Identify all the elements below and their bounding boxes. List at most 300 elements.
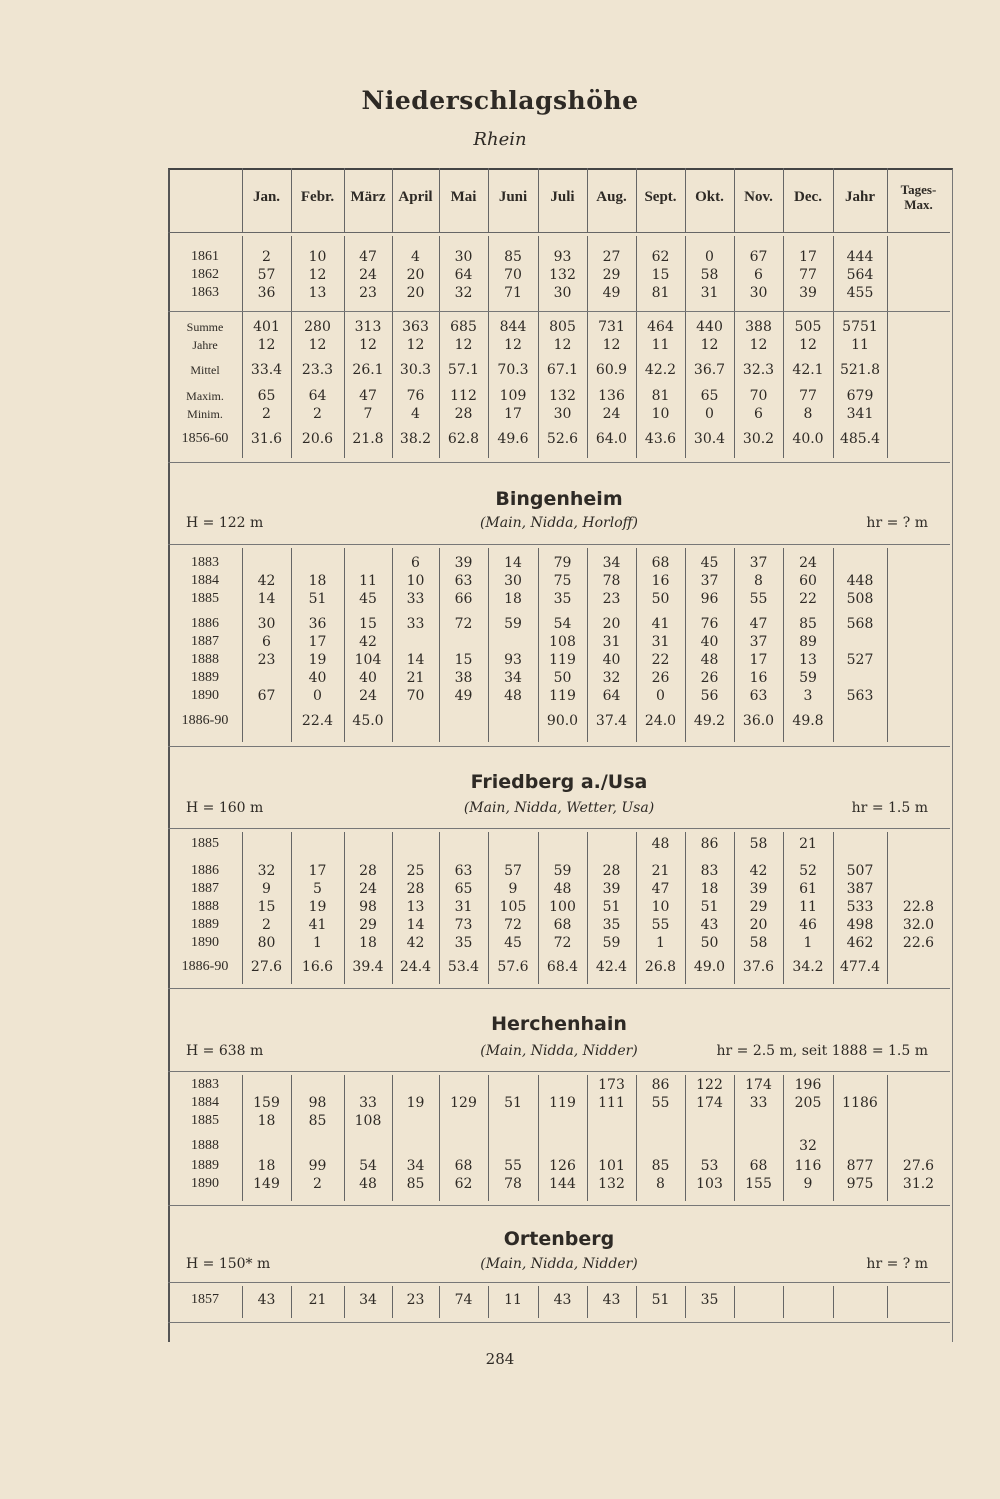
table-cell: 16 — [651, 573, 670, 589]
header-divider — [168, 232, 950, 233]
table-cell: 112 — [450, 388, 477, 404]
table-cell: 74 — [454, 1292, 473, 1308]
table-cell: 47 — [359, 249, 377, 265]
table-cell: 79 — [553, 555, 572, 571]
column-rule — [291, 168, 292, 232]
row-label: 1890 — [191, 688, 219, 703]
table-cell: 14 — [257, 591, 276, 607]
table-cell: 1186 — [842, 1095, 878, 1111]
table-cell: 20 — [406, 285, 425, 301]
table-cell: 54 — [359, 1158, 377, 1174]
column-header: Jahr — [845, 189, 875, 205]
table-cell: 98 — [359, 899, 377, 915]
table-cell: 21.8 — [352, 431, 384, 447]
table-cell: 48 — [359, 1176, 377, 1192]
table-cell: 32 — [257, 863, 276, 879]
table-cell: 27.6 — [250, 959, 283, 975]
table-cell: 0 — [656, 688, 665, 704]
table-cell: 86 — [651, 1077, 670, 1093]
row-label: 1885 — [191, 591, 219, 606]
column-header: März — [350, 189, 386, 205]
column-rule — [344, 168, 345, 232]
table-cell: 126 — [549, 1158, 576, 1174]
table-cell: 103 — [696, 1176, 723, 1192]
table-cell: 64.0 — [595, 431, 628, 447]
table-cell: 29 — [749, 899, 768, 915]
table-cell: 68 — [749, 1158, 768, 1174]
table-cell: 122 — [696, 1077, 723, 1093]
table-cell: 24.0 — [644, 713, 677, 729]
row-label: 1886 — [191, 863, 219, 878]
table-cell: 19 — [308, 899, 327, 915]
table-cell: 66 — [454, 591, 473, 607]
column-header: Jan. — [252, 189, 281, 205]
table-cell: 55 — [504, 1158, 522, 1174]
table-cell: 52 — [799, 863, 817, 879]
column-header: Tages-Max. — [900, 182, 937, 212]
table-cell: 98 — [308, 1095, 327, 1111]
table-cell: 55 — [651, 917, 670, 933]
table-cell: 43 — [700, 917, 719, 933]
table-cell: 77 — [799, 267, 817, 283]
table-cell: 4 — [411, 406, 420, 422]
table-cell: 1 — [313, 935, 322, 951]
table-cell: 12 — [454, 337, 473, 353]
table-cell: 39.4 — [352, 959, 384, 975]
table-cell: 877 — [846, 1158, 874, 1174]
table-cell: 12 — [799, 337, 817, 353]
table-cell: 43.6 — [644, 431, 677, 447]
table-cell: 65 — [257, 388, 276, 404]
table-cell: 24 — [799, 555, 817, 571]
table-cell: 83 — [700, 863, 719, 879]
table-cell: 448 — [846, 573, 874, 589]
table-cell: 155 — [745, 1176, 772, 1192]
column-header: Mai — [450, 189, 477, 205]
table-cell: 2 — [262, 406, 271, 422]
table-cell: 136 — [598, 388, 625, 404]
table-cell: 5751 — [842, 319, 878, 335]
table-cell: 62.8 — [447, 431, 480, 447]
table-cell: 67 — [257, 688, 276, 704]
table-cell: 71 — [504, 285, 522, 301]
table-cell: 51 — [602, 899, 621, 915]
table-cell: 55 — [651, 1095, 670, 1111]
table-cell: 0 — [705, 249, 714, 265]
table-cell: 18 — [359, 935, 377, 951]
table-cell: 196 — [794, 1077, 822, 1093]
table-cell: 29 — [359, 917, 377, 933]
table-cell: 12 — [504, 337, 522, 353]
column-rule — [392, 168, 393, 232]
station-height: H = 150* m — [186, 1256, 271, 1272]
table-cell: 23 — [257, 652, 276, 668]
table-cell: 387 — [846, 881, 874, 897]
table-cell: 33 — [406, 616, 425, 632]
station-rivers: (Main, Nidda, Nidder) — [480, 1043, 638, 1059]
column-rule — [887, 168, 888, 232]
table-cell: 11 — [651, 337, 670, 353]
table-cell: 15 — [651, 267, 670, 283]
table-cell: 22.8 — [902, 899, 935, 915]
table-cell: 53.4 — [447, 959, 480, 975]
table-cell: 2 — [262, 249, 271, 265]
table-cell: 14 — [406, 652, 425, 668]
table-cell: 70 — [504, 267, 522, 283]
table-cell: 455 — [846, 285, 874, 301]
column-header: Juni — [498, 189, 528, 205]
row-label: 1889 — [191, 670, 219, 685]
table-cell: 805 — [549, 319, 576, 335]
section-divider — [168, 1282, 950, 1283]
table-cell: 49.0 — [693, 959, 726, 975]
table-cell: 49.2 — [693, 713, 726, 729]
table-cell: 18 — [257, 1158, 276, 1174]
table-cell: 21 — [651, 863, 670, 879]
table-cell: 27 — [602, 249, 621, 265]
table-cell: 21 — [406, 670, 425, 686]
table-cell: 68.4 — [546, 959, 579, 975]
table-cell: 30 — [553, 285, 572, 301]
table-cell: 68 — [553, 917, 572, 933]
table-cell: 37 — [749, 634, 768, 650]
table-cell: 129 — [450, 1095, 477, 1111]
section-bottom-rule — [168, 988, 950, 989]
row-label: 1883 — [191, 1077, 219, 1092]
section-bottom-rule — [168, 462, 950, 463]
table-cell: 51 — [504, 1095, 522, 1111]
row-label: 1888 — [191, 652, 219, 667]
table-cell: 108 — [549, 634, 576, 650]
table-cell: 12 — [406, 337, 425, 353]
table-cell: 17 — [749, 652, 768, 668]
row-label: 1887 — [191, 881, 219, 896]
table-cell: 62 — [454, 1176, 473, 1192]
table-cell: 32.0 — [902, 917, 935, 933]
table-cell: 23 — [406, 1292, 425, 1308]
table-cell: 174 — [745, 1077, 772, 1093]
table-cell: 19 — [406, 1095, 425, 1111]
table-cell: 975 — [846, 1176, 874, 1192]
table-cell: 96 — [700, 591, 719, 607]
table-cell: 844 — [499, 319, 527, 335]
table-cell: 39 — [454, 555, 473, 571]
column-header: Febr. — [300, 189, 335, 205]
table-cell: 93 — [553, 249, 572, 265]
table-cell: 65 — [700, 388, 719, 404]
table-cell: 54 — [553, 616, 572, 632]
table-cell: 99 — [308, 1158, 327, 1174]
table-cell: 16.6 — [301, 959, 334, 975]
table-cell: 70 — [406, 688, 425, 704]
column-header: April — [398, 189, 433, 205]
table-cell: 40.0 — [792, 431, 824, 447]
table-cell: 17 — [308, 863, 327, 879]
table-cell: 24 — [359, 881, 377, 897]
table-cell: 20 — [749, 917, 768, 933]
table-cell: 17 — [504, 406, 522, 422]
table-cell: 111 — [598, 1095, 625, 1111]
table-cell: 59 — [504, 616, 522, 632]
table-cell: 59 — [553, 863, 572, 879]
table-cell: 78 — [504, 1176, 522, 1192]
table-cell: 37.4 — [595, 713, 628, 729]
table-cell: 40 — [359, 670, 377, 686]
table-cell: 17 — [799, 249, 817, 265]
table-cell: 57 — [257, 267, 276, 283]
row-label: 1885 — [191, 1113, 219, 1128]
table-cell: 31 — [700, 285, 719, 301]
table-cell: 11 — [359, 573, 377, 589]
table-cell: 507 — [846, 863, 874, 879]
table-cell: 26 — [700, 670, 719, 686]
table-cell: 68 — [454, 1158, 473, 1174]
table-cell: 39 — [799, 285, 817, 301]
table-cell: 8 — [754, 573, 763, 589]
table-cell: 47 — [359, 388, 377, 404]
table-cell: 53 — [700, 1158, 719, 1174]
table-cell: 33.4 — [250, 362, 283, 378]
station-rivers: (Main, Nidda, Horloff) — [479, 515, 639, 531]
table-cell: 24 — [359, 267, 377, 283]
table-cell: 35 — [602, 917, 621, 933]
table-cell: 15 — [454, 652, 473, 668]
table-cell: 30.2 — [742, 431, 775, 447]
table-cell: 12 — [308, 267, 327, 283]
table-cell: 24.4 — [399, 959, 432, 975]
table-cell: 85 — [406, 1176, 425, 1192]
table-cell: 22 — [651, 652, 670, 668]
table-cell: 149 — [253, 1176, 280, 1192]
row-label: Jahre — [192, 338, 218, 352]
table-cell: 42 — [406, 935, 425, 951]
column-header: Dec. — [794, 189, 822, 205]
table-cell: 33 — [749, 1095, 768, 1111]
table-cell: 12 — [308, 337, 327, 353]
table-cell: 32 — [799, 1138, 817, 1154]
row-label: 1887 — [191, 634, 219, 649]
table-cell: 89 — [799, 634, 817, 650]
table-cell: 42.1 — [792, 362, 824, 378]
column-rule — [488, 168, 489, 232]
table-cell: 10 — [406, 573, 425, 589]
table-cell: 6 — [262, 634, 271, 650]
column-header: Aug. — [596, 189, 627, 205]
row-label: Maxim. — [186, 389, 224, 403]
table-cell: 72 — [504, 917, 522, 933]
column-rule — [685, 168, 686, 232]
column-rule — [242, 168, 243, 232]
table-cell: 101 — [598, 1158, 625, 1174]
table-cell: 498 — [846, 917, 874, 933]
column-rule — [887, 236, 888, 458]
table-cell: 12 — [700, 337, 719, 353]
table-cell: 13 — [308, 285, 327, 301]
table-cell: 27.6 — [902, 1158, 935, 1174]
table-cell: 679 — [846, 388, 874, 404]
table-cell: 2 — [262, 917, 271, 933]
table-cell: 12 — [553, 337, 572, 353]
table-cell: 280 — [304, 319, 331, 335]
section-divider — [168, 544, 950, 545]
station-name: Herchenhain — [491, 1013, 627, 1035]
table-cell: 40 — [308, 670, 327, 686]
station-rivers: (Main, Nidda, Wetter, Usa) — [463, 800, 655, 816]
table-cell: 59 — [602, 935, 621, 951]
table-cell: 173 — [598, 1077, 625, 1093]
table-cell: 18 — [308, 573, 327, 589]
table-cell: 31.6 — [250, 431, 283, 447]
table-cell: 65 — [454, 881, 473, 897]
table-cell: 2 — [313, 406, 322, 422]
table-cell: 108 — [354, 1113, 382, 1129]
table-cell: 444 — [846, 249, 874, 265]
table-cell: 35 — [700, 1292, 719, 1308]
table-cell: 63 — [749, 688, 768, 704]
table-cell: 2 — [313, 1176, 322, 1192]
table-cell: 132 — [598, 1176, 625, 1192]
table-cell: 28 — [406, 881, 425, 897]
table-cell: 34 — [406, 1158, 425, 1174]
table-cell: 26.8 — [644, 959, 677, 975]
table-cell: 22.6 — [902, 935, 935, 951]
row-label: 1889 — [191, 917, 219, 932]
table-cell: 18 — [257, 1113, 276, 1129]
table-cell: 30 — [257, 616, 276, 632]
table-cell: 35 — [553, 591, 572, 607]
table-cell: 39 — [602, 881, 621, 897]
column-rule — [734, 168, 735, 232]
table-cell: 85 — [799, 616, 817, 632]
station-name: Ortenberg — [503, 1228, 615, 1250]
table-cell: 521.8 — [839, 362, 881, 378]
table-cell: 30.3 — [399, 362, 432, 378]
table-cell: 63 — [454, 573, 473, 589]
table-cell: 36.7 — [693, 362, 726, 378]
table-cell: 12 — [257, 337, 276, 353]
table-cell: 32 — [602, 670, 621, 686]
table-cell: 40 — [700, 634, 719, 650]
station-rain-gauge-height: hr = ? m — [866, 515, 928, 531]
row-label: 1890 — [191, 935, 219, 950]
station-rain-gauge-height: hr = 1.5 m — [851, 800, 928, 816]
table-cell: 24 — [359, 688, 377, 704]
table-cell: 15 — [359, 616, 377, 632]
table-cell: 104 — [354, 652, 382, 668]
table-cell: 30 — [553, 406, 572, 422]
table-cell: 0 — [705, 406, 714, 422]
column-rule — [887, 1286, 888, 1318]
station-rivers: (Main, Nidda, Nidder) — [480, 1256, 638, 1272]
table-cell: 313 — [354, 319, 382, 335]
table-cell: 36 — [308, 616, 327, 632]
table-cell: 159 — [253, 1095, 280, 1111]
table-cell: 52.6 — [546, 431, 579, 447]
table-cell: 64 — [308, 388, 327, 404]
table-cell: 7 — [363, 406, 373, 422]
table-cell: 0 — [313, 688, 322, 704]
table-cell: 34 — [504, 670, 522, 686]
table-cell: 477.4 — [839, 959, 881, 975]
table-cell: 30.4 — [693, 431, 726, 447]
table-cell: 28 — [359, 863, 377, 879]
table-cell: 37 — [749, 555, 768, 571]
table-cell: 86 — [700, 836, 719, 852]
table-cell: 48 — [504, 688, 522, 704]
table-cell: 12 — [359, 337, 377, 353]
table-cell: 42.2 — [644, 362, 677, 378]
table-cell: 26 — [651, 670, 670, 686]
section-bottom-rule — [168, 1205, 950, 1206]
table-cell: 32 — [454, 285, 473, 301]
table-cell: 56 — [700, 688, 719, 704]
table-cell: 24 — [602, 406, 621, 422]
table-cell: 564 — [846, 267, 874, 283]
table-cell: 12 — [749, 337, 768, 353]
table-cell: 51 — [308, 591, 327, 607]
table-cell: 63 — [454, 863, 473, 879]
table-cell: 10 — [651, 406, 670, 422]
table-cell: 9 — [262, 881, 271, 897]
table-cell: 93 — [504, 652, 522, 668]
table-cell: 38 — [454, 670, 473, 686]
table-cell: 6 — [754, 406, 763, 422]
table-cell: 33 — [406, 591, 425, 607]
table-cell: 55 — [749, 591, 768, 607]
table-cell: 23.3 — [301, 362, 334, 378]
table-cell: 50 — [553, 670, 572, 686]
table-cell: 38.2 — [399, 431, 432, 447]
table-cell: 36 — [257, 285, 276, 301]
table-cell: 23 — [602, 591, 621, 607]
table-cell: 50 — [651, 591, 670, 607]
table-cell: 49 — [454, 688, 473, 704]
table-cell: 81 — [651, 285, 670, 301]
table-cell: 9 — [508, 881, 518, 897]
table-cell: 12 — [602, 337, 621, 353]
section-divider — [168, 1071, 950, 1072]
table-cell: 70 — [749, 388, 768, 404]
column-rule — [587, 168, 588, 232]
row-label: 1884 — [191, 573, 219, 588]
column-header: Juli — [550, 189, 575, 205]
table-cell: 59 — [799, 670, 817, 686]
table-cell: 174 — [696, 1095, 723, 1111]
table-cell: 21 — [308, 1292, 327, 1308]
table-cell: 85 — [308, 1113, 327, 1129]
table-cell: 40 — [602, 652, 621, 668]
table-cell: 18 — [700, 881, 719, 897]
table-cell: 57 — [504, 863, 522, 879]
table-cell: 205 — [794, 1095, 822, 1111]
column-rule — [783, 168, 784, 232]
table-cell: 68 — [651, 555, 670, 571]
table-cell: 75 — [553, 573, 572, 589]
table-cell: 464 — [647, 319, 674, 335]
table-cell: 45 — [359, 591, 377, 607]
column-header: Okt. — [695, 189, 724, 205]
table-cell: 48 — [651, 836, 670, 852]
table-cell: 9 — [803, 1176, 813, 1192]
table-cell: 42 — [749, 863, 768, 879]
table-cell: 77 — [799, 388, 817, 404]
table-cell: 11 — [799, 899, 817, 915]
table-cell: 48 — [700, 652, 719, 668]
table-cell: 64 — [454, 267, 473, 283]
table-cell: 440 — [696, 319, 723, 335]
table-cell: 72 — [553, 935, 572, 951]
page-title: Niederschlagshöhe — [361, 86, 639, 115]
